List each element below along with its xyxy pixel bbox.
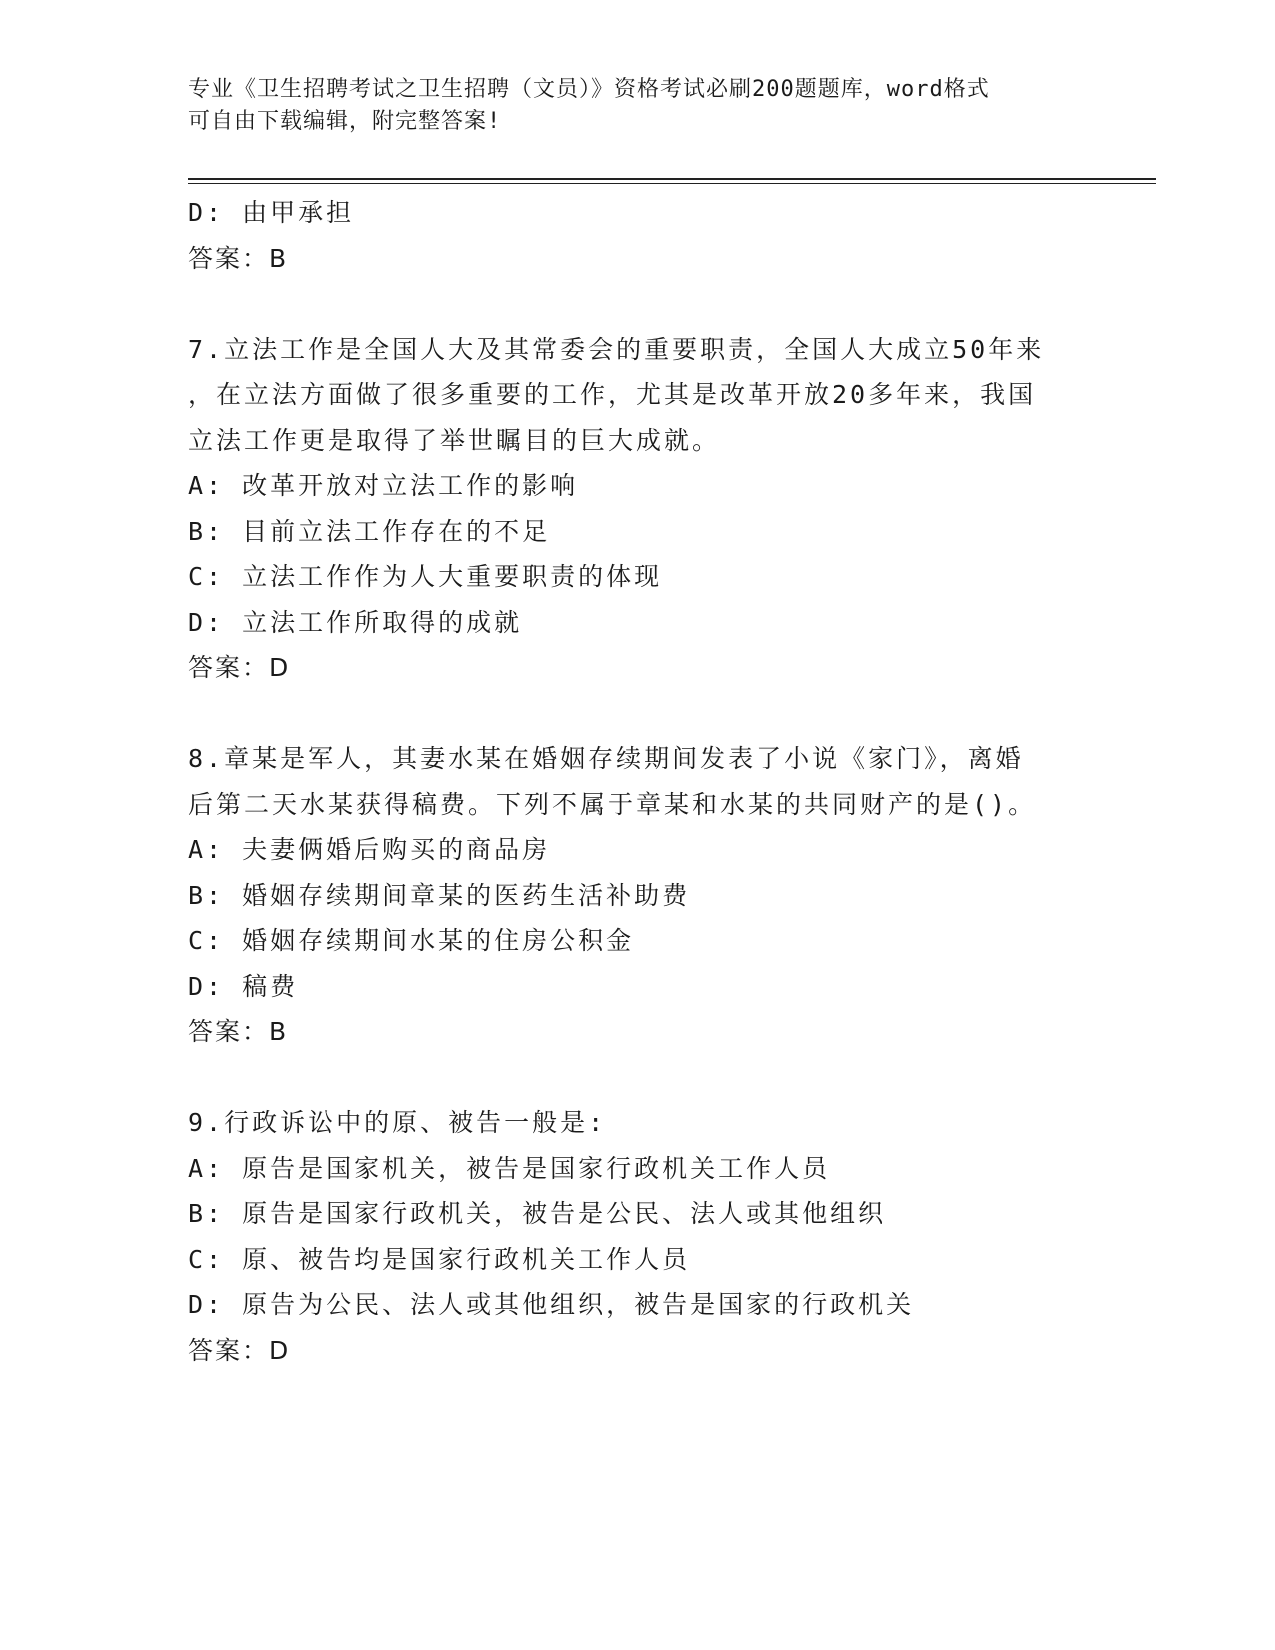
option-d: D: 稿费	[188, 971, 299, 1001]
option-a: A: 夫妻俩婚后购买的商品房	[188, 835, 551, 864]
question-9	[188, 1100, 1088, 1373]
question-stem-line: ，在立法方面做了很多重要的工作，尤其是改革开放20多年来，我国	[188, 380, 1037, 409]
option-b: B: 目前立法工作存在的不足	[188, 516, 551, 546]
answer: 答案：B	[188, 243, 289, 273]
option-c: C: 婚姻存续期间水某的住房公积金	[188, 926, 635, 955]
option-b: B: 婚姻存续期间章某的医药生活补助费	[188, 880, 691, 910]
option-a: A: 原告是国家机关，被告是国家行政机关工作人员	[188, 1153, 831, 1183]
option-a: A: 改革开放对立法工作的影响	[188, 471, 579, 500]
spacer	[188, 1055, 1088, 1101]
question-stem-line: 9.行政诉讼中的原、被告一般是:	[188, 1108, 607, 1137]
header-divider-thin	[188, 183, 1156, 184]
question-stem-line: 7.立法工作是全国人大及其常委会的重要职责，全国人大成立50年来	[188, 334, 1045, 364]
answer: 答案：D	[188, 1335, 291, 1365]
option-d: D: 原告为公民、法人或其他组织，被告是国家的行政机关	[188, 1290, 915, 1319]
question-7	[188, 327, 1088, 691]
question-stem-line: 8.章某是军人，其妻水某在婚姻存续期间发表了小说《家门》，离婚	[188, 744, 1024, 773]
header-line-2: 可自由下载编辑，附完整答案!	[188, 109, 502, 134]
question-stem-line: 立法工作更是取得了举世瞩目的巨大成就。	[188, 425, 721, 455]
spacer	[188, 281, 1088, 327]
option-b: B: 原告是国家行政机关，被告是公民、法人或其他组织	[188, 1199, 887, 1228]
option-d: D: 立法工作所取得的成就	[188, 607, 523, 637]
header-line-1: 专业《卫生招聘考试之卫生招聘（文员）》资格考试必刷200题题库，word格式	[188, 77, 990, 102]
answer: 答案：B	[188, 1017, 289, 1046]
document-header	[188, 74, 1088, 138]
document-body	[188, 190, 1088, 1373]
option-c: C: 立法工作作为人大重要职责的体现	[188, 562, 663, 591]
question-stem-line: 后第二天水某获得稿费。下列不属于章某和水某的共同财产的是()。	[188, 789, 1037, 819]
option-c: C: 原、被告均是国家行政机关工作人员	[188, 1244, 691, 1274]
answer: 答案：D	[188, 653, 291, 682]
header-divider-thick	[188, 178, 1156, 180]
option-d: D: 由甲承担	[188, 198, 355, 227]
previous-question-tail	[188, 190, 1088, 281]
spacer	[188, 691, 1088, 737]
question-8	[188, 736, 1088, 1055]
